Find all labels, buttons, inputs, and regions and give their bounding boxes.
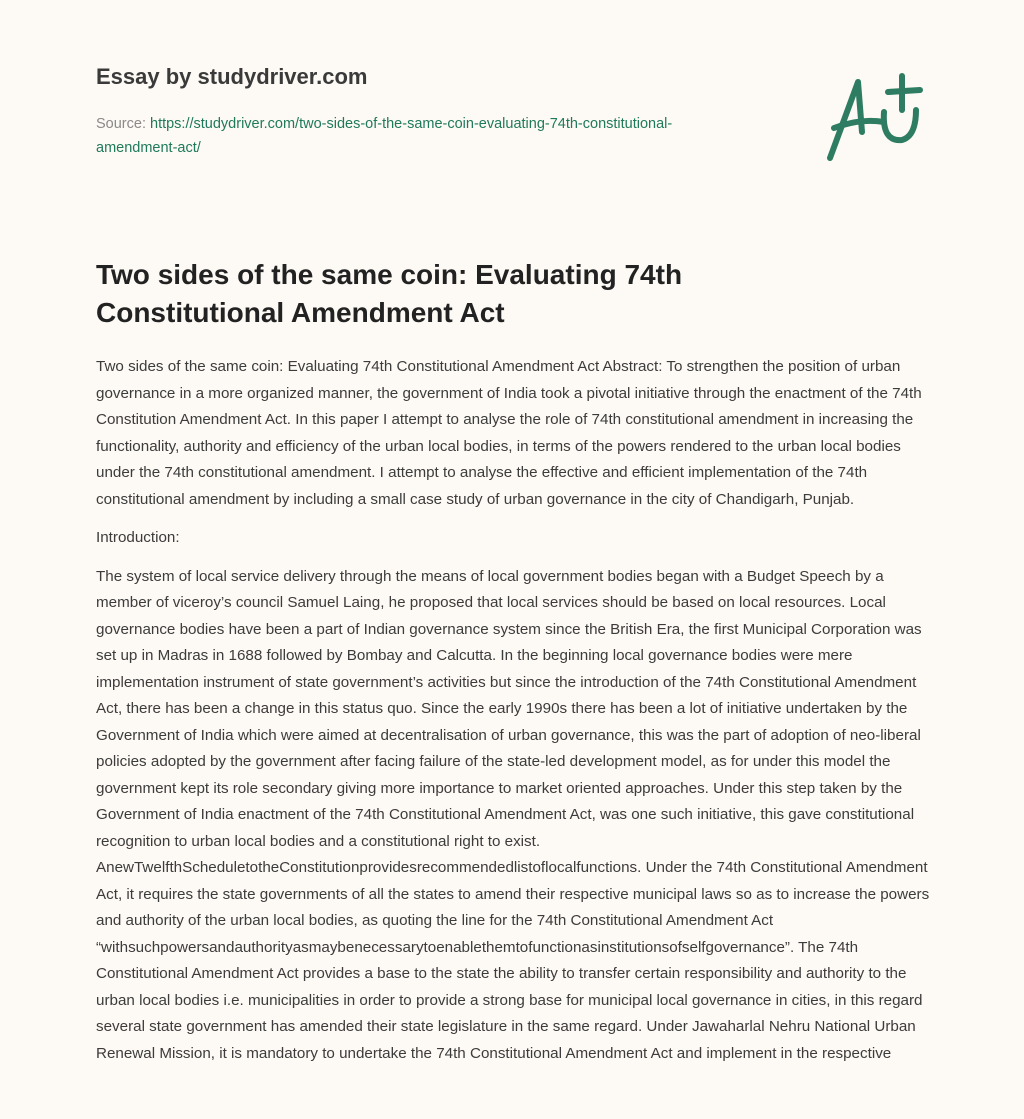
- a-plus-logo-icon: [820, 70, 930, 165]
- site-title: Essay by studydriver.com: [96, 64, 368, 89]
- introduction-paragraph: The system of local service delivery through the means of local government bodies began with a Budget Speech by a member of viceroy’s council Samuel Laing, he proposed that local services should be based on local resources. Local governance bodies have been a part of Indian governance system since the British Era, the first Municipal Corporation was set up in Madras in 1688 followed by Bombay and Calcutta. In the beginning local governance bodies were mere implementation instrument of state government’s activities but since the introduction of the 74th Constitutional Amendment Act, there has been a change in this status quo. Since the early 1990s there has been a lot of initiative undertaken by the Government of India which were aimed at decentralisation of urban governance, this was the part of adoption of neo-liberal policies adopted by the government after facing failure of the state-led development model, as for under this model the government kept its role secondary giving more importance to market oriented approaches. Under this step taken by the Government of India enactment of the 74th Constitutional Amendment Act, was one such initiative, this gave constitutional recognition to urban local bodies and a constitutional right to exist. AnewTwelfthScheduletotheConstitutionprovidesrecommendedlistoflocalfunctions. Under the 74th Constitutional Amendment Act, it requires the state governments of all the states to amend their respective municipal laws so as to increase the powers and authority of the urban local bodies, as quoting the line for the 74th Constitutional Amendment Act “withsuchpowersandauthorityasmaybenecessarytoenablethemtofunctionasinstitutionsofselfgovernance”. The 74th Constitutional Amendment Act provides a base to the state the ability to transfer certain responsibility and authority to the urban local bodies i.e. municipalities in order to provide a strong base for municipal local governance in cities, in this regard several state government has amended their state legislature in the same regard. Under Jawaharlal Nehru National Urban Renewal Mission, it is mandatory to undertake the 74th Constitutional Amendment Act and implement in the respective: [96, 567, 930, 1062]
- source-line: [96, 112, 716, 160]
- essay-title: Two sides of the same coin: Evaluating 74th Constitutional Amendment Act: [96, 259, 683, 328]
- essay-body: [96, 354, 932, 1079]
- introduction-heading: Introduction:: [96, 529, 180, 546]
- source-link[interactable]: https://studydriver.com/two-sides-of-the-same-coin-evaluating-74th-constitutional-amendment-act/: [96, 116, 673, 156]
- source-label: Source:: [96, 116, 150, 132]
- abstract-paragraph: Two sides of the same coin: Evaluating 74th Constitutional Amendment Act Abstract: To strengthen the position of urban governance in a more organized manner, the government of India took a pivotal initiative through the enactment of the 74th Constitution Amendment Act. In this paper I attempt to analyse the role of 74th constitutional amendment in increasing the functionality, authority and efficiency of the urban local bodies, in terms of the powers rendered to the urban local bodies under the 74th constitutional amendment. I attempt to analyse the effective and efficient implementation of the 74th constitutional amendment by including a small case study of urban governance in the city of Chandigarh, Punjab.: [96, 358, 922, 508]
